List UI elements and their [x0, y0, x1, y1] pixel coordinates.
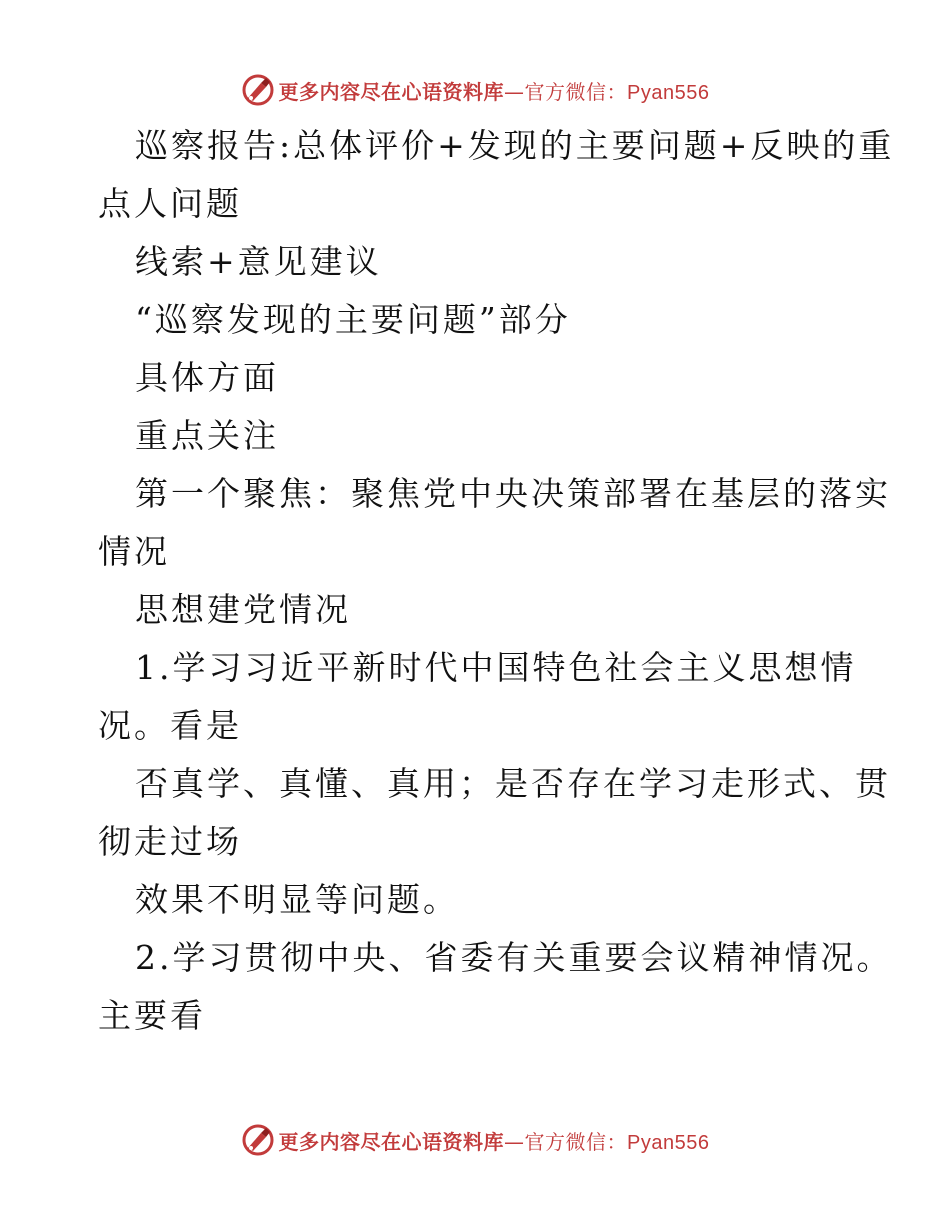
text-line: 点人问题 — [98, 184, 242, 223]
text-line: 思想建党情况 — [135, 590, 351, 629]
banner-main-text: 更多内容尽在心语资料库 — [278, 1129, 505, 1154]
text-line: 否真学、真懂、真用；是否存在学习走形式、贯 — [135, 764, 891, 803]
footer-banner — [0, 1120, 950, 1160]
text-line: “巡察发现的主要问题”部分 — [135, 300, 571, 339]
text-line: 第一个聚焦：聚焦党中央决策部署在基层的落实 — [135, 474, 891, 513]
banner-main-text: 更多内容尽在心语资料库 — [278, 79, 505, 104]
text-line: 线索+意见建议 — [135, 242, 382, 281]
header-banner — [0, 70, 950, 110]
text-line: 1.学习习近平新时代中国特色社会主义思想情 — [135, 648, 857, 687]
text-line: 具体方面 — [135, 358, 279, 397]
text-line: 重点关注 — [135, 416, 279, 455]
text-line: 2.学习贯彻中央、省委有关重要会议精神情况。 — [135, 938, 893, 977]
banner-contact-id: Pyan556 — [627, 1131, 710, 1154]
text-line: 效果不明显等问题。 — [135, 880, 459, 919]
pen-logo-icon — [241, 73, 275, 107]
document-body — [98, 117, 895, 1045]
banner-sub-text: 官方微信： — [524, 79, 628, 104]
text-line: 彻走过场 — [98, 822, 242, 861]
text-line: 主要看 — [98, 996, 206, 1035]
banner-dash: — — [504, 1129, 525, 1154]
text-line: 巡察报告:总体评价+发现的主要问题+反映的重 — [135, 126, 895, 165]
banner-sub-text: 官方微信： — [524, 1129, 628, 1154]
text-line: 情况 — [98, 532, 170, 571]
banner-contact-id: Pyan556 — [627, 81, 710, 104]
banner-dash: — — [504, 79, 525, 104]
text-line: 况。看是 — [98, 706, 242, 745]
pen-logo-icon — [241, 1123, 275, 1157]
